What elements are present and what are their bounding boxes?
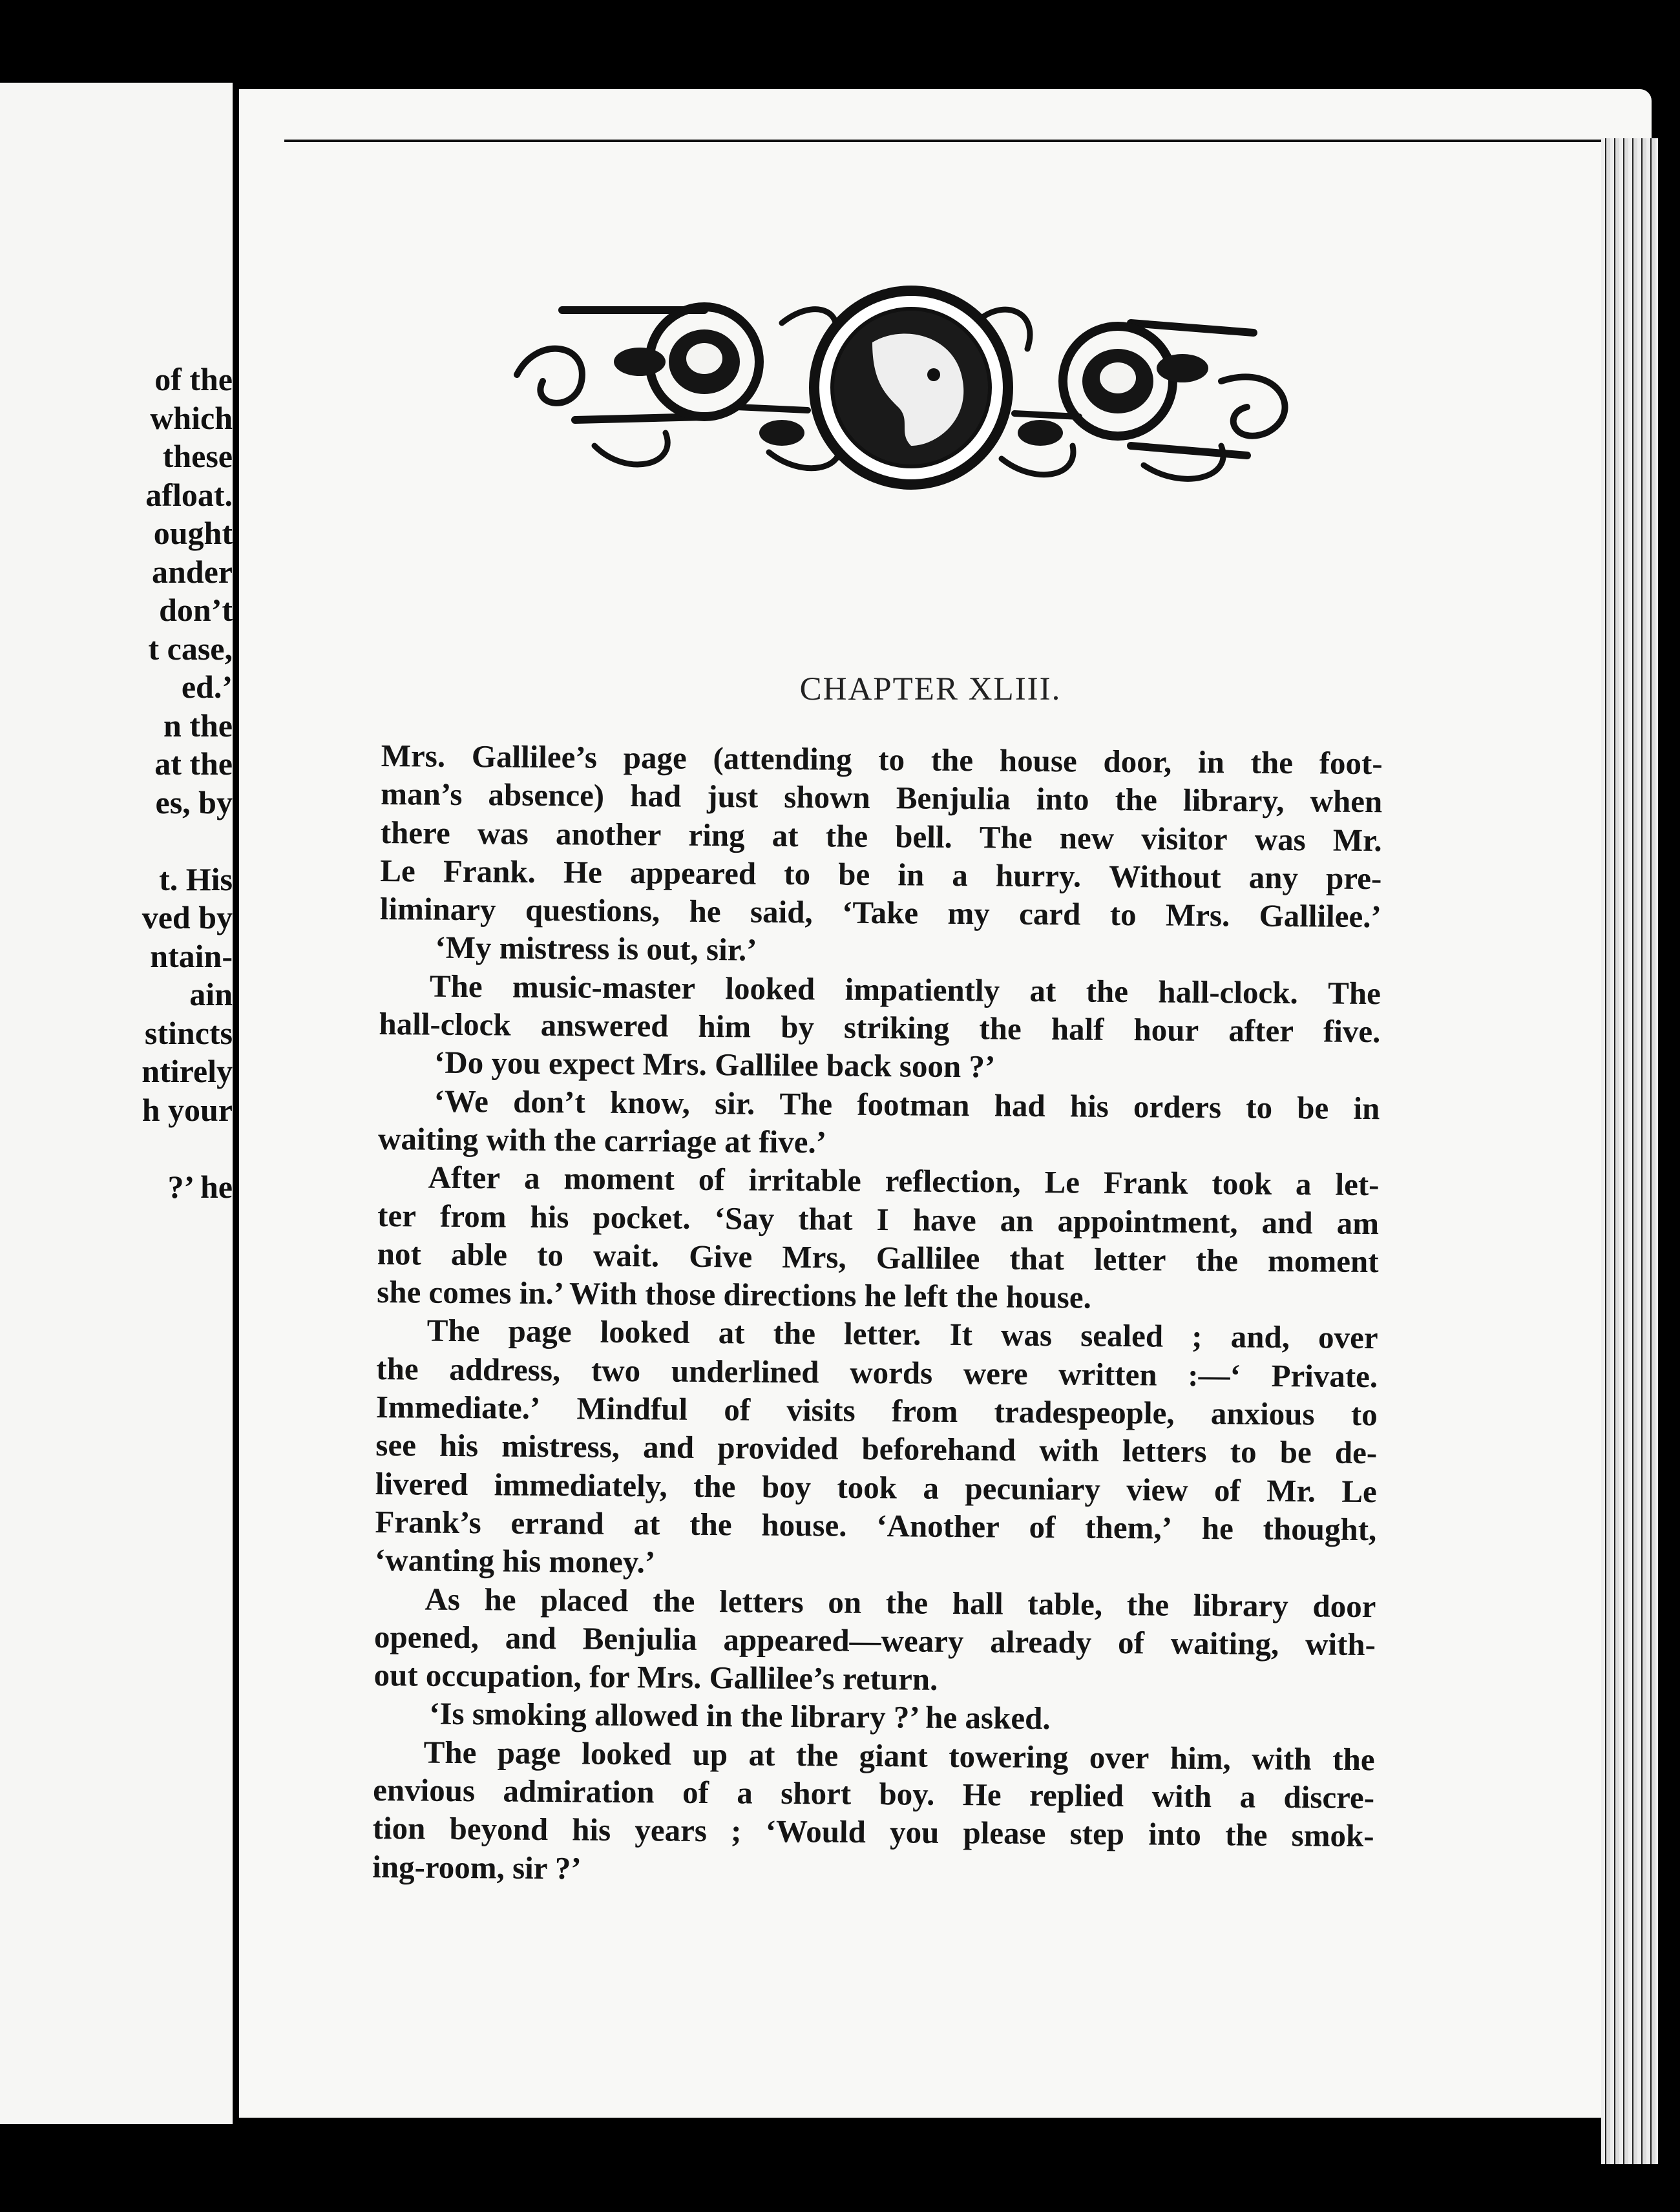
facing-page-line: ed.’ [181,669,233,705]
facing-page-line: these [162,438,233,474]
facing-page-line [0,822,233,861]
facing-page-line: at the [154,746,233,782]
facing-page-line: ntirely [142,1053,233,1089]
text-line: ing-room, sir ?’ [372,1848,582,1886]
book-gutter [233,71,236,2158]
text-line: Immediate.’ Mindful of visits from tradespeople, anxious to [375,1389,1378,1433]
text-line: The music-master looked impatiently at the hall-clock. The [429,968,1381,1011]
text-line: see his mistress, and provided beforehand with letters to be de- [375,1427,1378,1471]
facing-page-line: which [150,399,233,436]
text-line: opened, and Benjulia appeared—weary already of waiting, with- [373,1618,1376,1662]
facing-page-line: ain [189,976,233,1012]
page-edges [1601,138,1658,2164]
facing-page-line: afloat. [145,476,233,513]
text-line: The page looked at the letter. It was sealed ; and, over [426,1313,1378,1356]
text-line: the address, two underlined words were written :—‘ Private. [376,1350,1378,1394]
text-line: The page looked up at the giant towering over him, with the [423,1734,1375,1777]
facing-page-line: ntain- [150,937,233,974]
text-line: man’s absence) had just shown Benjulia into the library, when [381,776,1383,820]
facing-page-line: ander [152,553,233,590]
text-line: ‘My mistress is out, sir.’ [435,930,757,968]
text-line: As he placed the letters on the hall table, the library door [425,1581,1376,1624]
text-line: waiting with the carriage at five.’ [377,1120,827,1160]
facing-page-line: t case, [148,630,233,667]
text-line: ter from his pocket. ‘Say that I have an appointment, and am [377,1197,1380,1241]
text-line: ‘wanting his money.’ [374,1542,656,1580]
facing-page-line: n the [163,707,233,744]
text-line: not able to wait. Give Mrs, Gallilee that letter the moment [377,1235,1379,1280]
text-line: out occupation, for Mrs. Gallilee’s return. [373,1657,938,1697]
facing-page-line: don’t [159,592,233,628]
text-line: After a moment of irritable reflection, Le Frank took a let- [428,1159,1380,1203]
text-line: tion beyond his years ; ‘Would you please step into the smok- [372,1810,1374,1854]
text-line: ‘Do you expect Mrs. Gallilee back soon ?’ [434,1045,996,1085]
text-line: Mrs. Gallilee’s page (attending to the house door, in the foot- [381,737,1383,782]
text-line: hall-clock answered him by striking the half hour after five. [379,1006,1381,1050]
text-line: liminary questions, he said, ‘Take my card to Mrs. Gallilee.’ [379,891,1382,935]
facing-page [0,83,236,2124]
facing-page-line: h your [142,1091,233,1128]
chapter-body [372,736,1383,1894]
facing-page-line: ought [153,515,233,551]
text-line: she comes in.’ With those directions he left the house. [377,1274,1092,1315]
text-line: livered immediately, the boy took a pecuniary view of Mr. Le [375,1465,1377,1509]
text-line: Frank’s errand at the house. ‘Another of them,’ he thought, [375,1503,1377,1548]
facing-page-line: es, by [155,784,233,820]
text-line: ‘We don’t know, sir. The footman had his orders to be in [434,1083,1380,1126]
facing-page-line: t. His [159,861,233,897]
text-line: there was another ring at the bell. The new visitor was Mr. [380,814,1382,858]
facing-page-line: ?’ he [167,1169,233,1205]
text-line: envious admiration of a short boy. He replied with a discre- [372,1771,1375,1816]
facing-page-line: stincts [144,1014,233,1051]
page-edge-top [284,140,1654,142]
facing-page-line: ved by [142,899,233,935]
facing-page-line: of the [154,361,233,397]
chapter-heading: CHAPTER XLIII. [799,671,1062,707]
text-line: Le Frank. He appeared to be in a hurry. Without any pre- [380,852,1382,897]
facing-page-text [0,360,233,1207]
text-line: ‘Is smoking allowed in the library ?’ he asked. [428,1696,1051,1737]
chapter-ornament [510,284,1312,497]
